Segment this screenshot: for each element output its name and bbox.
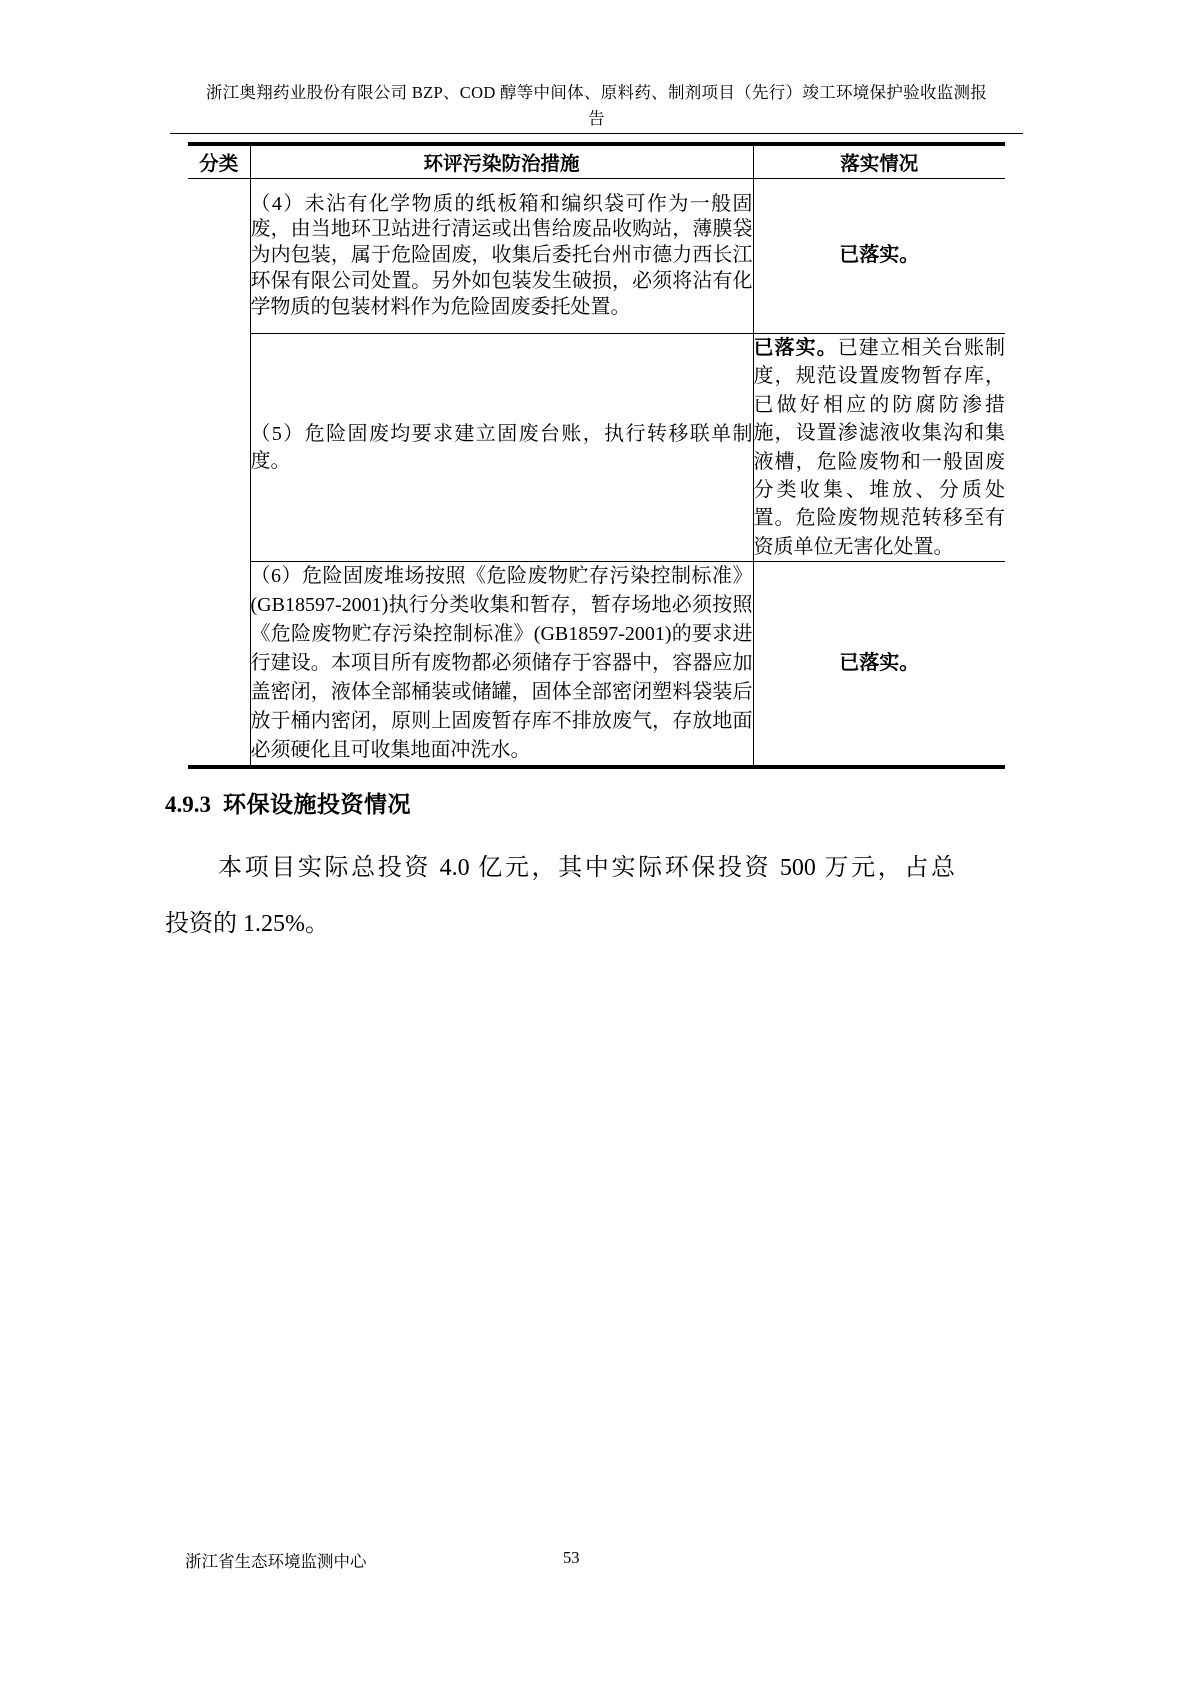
status-cell [753, 334, 1005, 562]
column-header-category: 分类 [188, 144, 250, 179]
status-detail: 已建立相关台账制度，规范设置废物暂存库，已做好相应的防腐防渗措施，设置渗滤液收集沟和集液槽，危险废物和一般固废分类收集、堆放、分质处置。危险废物规范转移至有资质单位无害化处置。 [753, 337, 1006, 558]
status-implemented-label: 已落实。 [753, 337, 838, 359]
status-implemented-label: 已落实。 [839, 244, 920, 267]
column-header-measure: 环评污染防治措施 [250, 144, 753, 179]
table-row [188, 179, 1005, 334]
measure-cell: （4）未沾有化学物质的纸板箱和编织袋可作为一般固废，由当地环卫站进行清运或出售给废品收购站，薄膜袋为内包装，属于危险固废，收集后委托台州市德力西长江环保有限公司处置。另外如包装发生破损，必须将沾有化学物质的包装材料作为危险固废委托处置。 [250, 179, 753, 334]
status-cell [753, 179, 1005, 334]
body-paragraph [165, 840, 955, 952]
header-rule [170, 133, 1023, 134]
table-header-row [188, 144, 1005, 179]
paragraph-line2: 投资的 1.25%。 [165, 911, 329, 937]
category-cell [188, 179, 250, 768]
page-header-line2: 告 [588, 109, 605, 128]
measures-table [188, 142, 1005, 769]
measure-cell: （6）危险固废堆场按照《危险废物贮存污染控制标准》(GB18597-2001)执行分类收集和暂存，暂存场地必须按照《危险废物贮存污染控制标准》(GB18597-2001)的要求进行建设。本项目所有废物都必须储存于容器中，容器应加盖密闭，液体全部桶装或储罐，固体全部密闭塑料袋装后放于桶内密闭，原则上固废暂存库不排放废气，存放地面必须硬化且可收集地面冲洗水。 [250, 562, 753, 768]
status-implemented-label: 已落实。 [839, 652, 920, 675]
footer-organization: 浙江省生态环境监测中心 [185, 1552, 367, 1571]
section-heading [165, 786, 411, 819]
section-number: 4.9.3 [165, 792, 211, 817]
status-cell [753, 562, 1005, 768]
page-number: 53 [563, 1548, 580, 1567]
page-header [140, 80, 1053, 132]
section-title: 环保设施投资情况 [223, 792, 411, 817]
measure-cell: （5）危险固废均要求建立固废台账，执行转移联单制度。 [250, 334, 753, 562]
column-header-status: 落实情况 [753, 144, 1005, 179]
table-row [188, 334, 1005, 562]
page-header-line1: 浙江奥翔药业股份有限公司 BZP、COD 醇等中间体、原料药、制剂项目（先行）竣工环境保护验收监测报 [205, 83, 988, 102]
paragraph-line1: 本项目实际总投资 4.0 亿元，其中实际环保投资 500 万元，占总 [218, 855, 955, 881]
table-row [188, 562, 1005, 768]
